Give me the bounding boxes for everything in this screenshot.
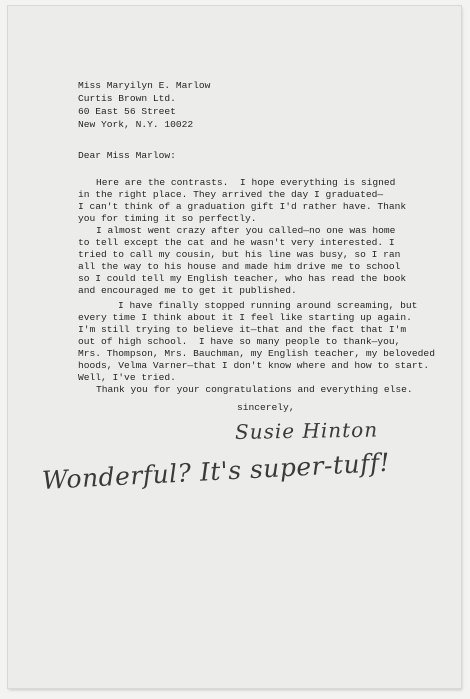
salutation: Dear Miss Marlow:	[78, 150, 176, 161]
handwritten-signature: Susie Hinton	[234, 417, 379, 444]
text-line: Well, I've tried.	[78, 372, 176, 383]
text-line: hoods, Velma Varner—that I don't know where and how to start.	[78, 360, 430, 371]
text-line: Mrs. Thompson, Mrs. Bauchman, my English teacher, my beloveded	[78, 348, 435, 359]
letter-page	[8, 6, 461, 688]
text-line: out of high school. I have so many people to thank—you,	[78, 336, 401, 347]
text-line: to tell except the cat and he wasn't very interested. I	[78, 237, 395, 248]
text-line: all the way to his house and made him drive me to school	[78, 261, 401, 272]
text-line: in the right place. They arrived the day I graduated—	[78, 189, 384, 200]
text-line: I can't think of a graduation gift I'd rather have. Thank	[78, 201, 407, 212]
text-line: tried to call my cousin, but his line was busy, so I ran	[78, 249, 401, 260]
text-line: Here are the contrasts. I hope everything is signed	[96, 177, 396, 188]
text-line: I almost went crazy after you called—no one was home	[96, 225, 396, 236]
text-line: I have finally stopped running around screaming, but	[118, 300, 418, 311]
handwritten-note: Wonderful? It's super-tuff!	[41, 447, 391, 495]
address-line: Miss Maryilyn E. Marlow	[78, 80, 211, 91]
text-line: I'm still trying to believe it—that and the fact that I'm	[78, 324, 407, 335]
paragraph-4: Thank you for your congratulations and everything else.	[96, 384, 413, 395]
text-line: every time I think about it I feel like starting up again.	[78, 312, 412, 323]
closing: sincerely,	[237, 402, 295, 413]
text-line: and encouraged me to get it published.	[78, 285, 297, 296]
address-line: 60 East 56 Street	[78, 106, 176, 117]
text-line: you for timing it so perfectly.	[78, 213, 257, 224]
address-line: Curtis Brown Ltd.	[78, 93, 176, 104]
address-line: New York, N.Y. 10022	[78, 119, 194, 130]
text-line: so I could tell my English teacher, who has read the book	[78, 273, 407, 284]
